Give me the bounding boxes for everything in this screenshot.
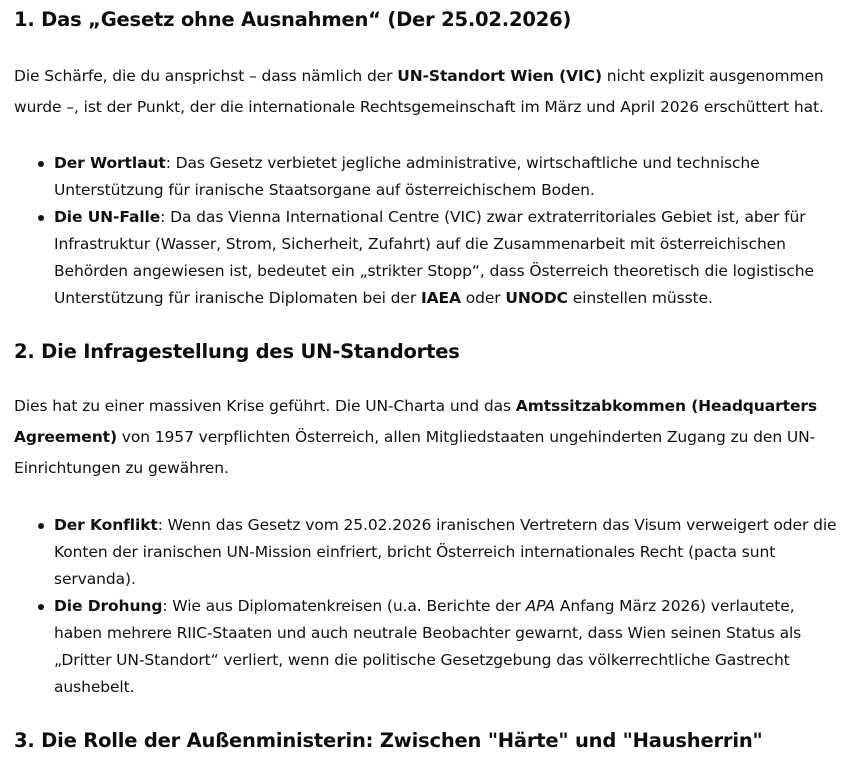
- bullet-bold-unodc: UNODC: [505, 289, 568, 307]
- section-2-intro: [14, 391, 846, 484]
- section-3-heading: 3. Die Rolle der Außenministerin: Zwischen "Härte" und "Hausherrin": [14, 729, 763, 752]
- bullet-text: oder: [460, 289, 506, 307]
- bullet-text: : Da das Vienna International Centre (VIC) zwar extraterritoriales Gebiet ist, aber für Infrastruktur (Wasser, Strom, Sicherheit, Zufahrt) auf die Zusammenarbeit mit österreichischen Behörden angewiesen ist, bedeutet ein „strikter Stopp“, dass Österreich theoretisch die logistische Unterstützung für iranische Diplomaten bei der: [54, 208, 814, 307]
- section-2-intro-text-a: Dies hat zu einer massiven Krise geführt. Die UN-Charta und das: [14, 397, 516, 415]
- bullet-label: Die Drohung: [54, 597, 163, 615]
- bullet-bold-iaea: IAEA: [420, 289, 461, 307]
- list-item: [14, 512, 846, 593]
- bullet-italic-source: APA: [525, 597, 556, 615]
- list-item: [14, 150, 846, 204]
- section-1-intro: [14, 61, 846, 123]
- bullet-text: : Wenn das Gesetz vom 25.02.2026 iranischen Vertretern das Visum verweigert oder die Konten der iranischen UN-Mission einfriert, bricht Österreich internationales Recht (pacta sunt servanda).: [54, 516, 837, 588]
- bullet-label: Die UN-Falle: [54, 208, 161, 226]
- bullet-dot-icon: [38, 161, 44, 167]
- section-1-bullet-list: [14, 150, 846, 312]
- bullet-label: Der Wortlaut: [54, 154, 166, 172]
- section-1-intro-text-a: Die Schärfe, die du ansprichst – dass nämlich der: [14, 67, 398, 85]
- section-1-intro-text-b: nicht explizit ausgenommen wurde –, ist der Punkt, der die internationale Rechtsgemeinschaft im März und April 2026 erschüttert hat.: [14, 67, 824, 116]
- section-2-intro-text-b: von 1957 verpflichten Österreich, allen Mitgliedstaaten ungehinderten Zugang zu den UN-Einrichtungen zu gewähren.: [14, 428, 816, 477]
- bullet-label: Der Konflikt: [54, 516, 158, 534]
- bullet-text: : Wie aus Diplomatenkreisen (u.a. Berichte der: [162, 597, 526, 615]
- section-1-intro-bold: UN-Standort Wien (VIC): [397, 67, 602, 85]
- section-2-bullet-list: [14, 512, 846, 701]
- section-2-intro-bold: Amtssitzabkommen (Headquarters Agreement): [14, 397, 818, 446]
- bullet-text: einstellen müsste.: [567, 289, 713, 307]
- section-1-heading: 1. Das „Gesetz ohne Ausnahmen“ (Der 25.02.2026): [14, 8, 572, 31]
- list-item: [14, 204, 846, 312]
- bullet-dot-icon: [38, 604, 44, 610]
- bullet-text: : Das Gesetz verbietet jegliche administrative, wirtschaftliche und technische Unterstützung für iranische Staatsorgane auf österreichischem Boden.: [54, 154, 760, 199]
- bullet-text: Anfang März 2026) verlautete, haben mehrere RIIC-Staaten und auch neutrale Beobachter gewarnt, dass Wien seinen Status als „Dritter UN-Standort“ verliert, wenn die politische Gesetzgebung das völkerrechtliche Gastrecht aushebelt.: [54, 597, 802, 696]
- bullet-dot-icon: [38, 215, 44, 221]
- section-2-heading: 2. Die Infragestellung des UN-Standortes: [14, 340, 460, 363]
- bullet-dot-icon: [38, 523, 44, 529]
- list-item: [14, 593, 846, 701]
